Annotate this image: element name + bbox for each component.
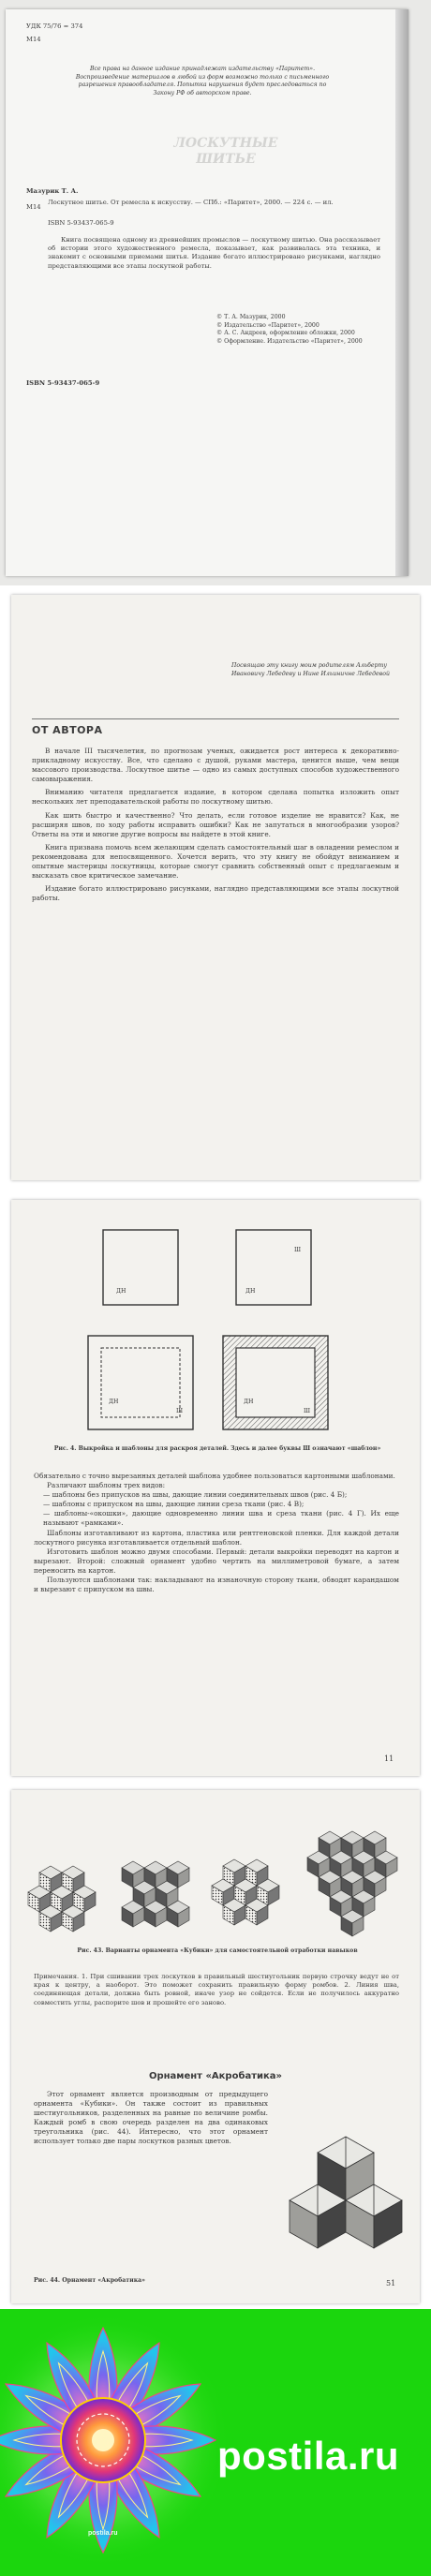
list-item: — шаблоны без припусков на швы, дающие линии соединительных швов (рис. 4 Б); <box>43 1490 348 1500</box>
copyright-block <box>216 314 394 346</box>
copyright-line: © А. С. Андреев, оформление обложки, 2000 <box>216 330 355 337</box>
cube-variant-2 <box>122 1861 189 1927</box>
panel-preface <box>0 585 431 1194</box>
paragraph: Книга призвана помочь всем желающим сделать самостоятельный шаг в овладении ремеслом и рекомендована для непосвященного. Хочется верить, что эту книгу не обойдут вниманием и опытные мастерицы лоскутницы, которые смогут сравнить собственный опыт с предлагаемым и высказать свое критическое замечание. <box>32 842 399 881</box>
section-heading: ОТ АВТОРА <box>32 724 103 736</box>
pattern-square-a <box>103 1230 178 1305</box>
label-sh: Ш <box>304 1408 311 1414</box>
paragraph: Пользуются шаблонами так: накладывают на изнаночную сторону ткани, обводят карандашом и вырезают с припуском на швы. <box>34 1576 399 1594</box>
ornaments-page <box>11 1790 420 2303</box>
paragraph: Как шить быстро и качественно? Что делать, если готовое изделие не нравится? Как, не расширяя швов, по ходу работы исправить ошибки? Как не запутаться в многообразии узоров? Ответы на эти и многие другие вопросы вы найдете в этой книге. <box>32 810 399 838</box>
section-text: Этот орнамент является производным от предыдущего орнамента «Кубики». Он также состоит из правильных шестиугольников, разделенных на равные по величине ромбы. Каждый ромб в свою очередь разделен на два одинаковых треугольника (рис. 44). Интересно, что этот орнамент использует только две пары лоскутков разных цветов. <box>34 2090 268 2146</box>
preface-body <box>32 747 399 903</box>
label-dn: ДН <box>245 1288 256 1295</box>
paragraph: Шаблоны изготавливают из картона, пластика или рентгеновской пленки. Для каждой детали лоскутного рисунка изготавливается отдельный шаблон. <box>34 1528 399 1547</box>
paragraph: Издание богато иллюстрировано рисунками, наглядно представляющими все этапы лоскутной работы. <box>32 884 399 903</box>
list-item: — шаблоны с припуском на швы, дающие линии среза ткани (рис. 4 В); <box>43 1500 305 1509</box>
bbk-code: М14 <box>26 36 41 43</box>
section-title: Орнамент «Акробатика» <box>148 2071 282 2081</box>
label-dn: ДН <box>116 1288 126 1295</box>
watermark-link[interactable]: postila.ru <box>217 2434 400 2478</box>
author-name: Мазурик Т. А. <box>26 187 79 195</box>
panel-imprint <box>0 0 431 585</box>
paragraph: Обязательно с точно вырезанных деталей шаблона удобнее пользоваться картонными шаблонами. <box>34 1472 395 1480</box>
paragraph: В начале III тысячелетия, по прогнозам ученых, ожидается рост интереса к декоративно-прикладному искусству. Все, что сделано с душой, руками мастера, ценится выше, чем вещи массового производства. Лоскутное шитье — одно из самых доступных способов художественного самовыражения. <box>32 747 399 784</box>
cube-variant-1 <box>28 1866 96 1932</box>
page-number: 11 <box>384 1754 394 1763</box>
cube-ornaments-figure <box>11 1790 420 1949</box>
paragraph: Изготовить шаблон можно двумя способами. Первый: детали выкройки переводят на картон и вырезают. Второй: сложный орнамент удобно чертить на миллиметровой бумаге, а затем переносить на картон. <box>34 1547 399 1575</box>
template-square-d <box>223 1336 328 1429</box>
dedication: Посвящаю эту книгу моим родителям Альберту Ивановичу Лебедеву и Нине Ильиничне Лебедевой <box>231 662 390 677</box>
templates-page <box>11 1200 420 1776</box>
panel-ornaments <box>0 1784 431 2309</box>
page-edge <box>395 9 409 576</box>
copyright-line: © Т. А. Мазурик, 2000 <box>216 314 286 320</box>
panel-templates <box>0 1194 431 1784</box>
isbn-line: ISBN 5-93437-065-9 <box>48 219 114 227</box>
annotation: Книга посвящена одному из древнейших промыслов — лоскутному шитью. Она рассказывает об истории этого художественного ремесла, показывает, как развивалась эта техника, и знакомит с основными приемами шитья. Издание богато иллюстрировано рисунками, наглядно представляющими все этапы лоскутной работы. <box>48 236 380 270</box>
cube-variant-3 <box>212 1859 279 1925</box>
label-dn: ДН <box>109 1399 119 1405</box>
copyright-line: © Оформление. Издательство «Паритет», 2000 <box>216 337 363 345</box>
templates-body <box>34 1472 399 1594</box>
list-item: — шаблоны-«окошки», дающие одновременно линии шва и среза ткани (рис. 4 Г). Их еще называют «рамками». <box>43 1509 399 1528</box>
page-number: 51 <box>386 2279 396 2287</box>
isbn-bottom: ISBN 5-93437-065-9 <box>26 379 100 387</box>
label-sh: Ш <box>176 1408 184 1414</box>
panel-mandala <box>0 2309 431 2576</box>
template-diagram <box>11 1200 420 1443</box>
acrobatics-figure <box>285 2127 407 2268</box>
figure-caption: Рис. 4. Выкройка и шаблоны для раскроя деталей. Здесь и далее буквы Ш означают «шаблон» <box>53 1445 381 1452</box>
rights-notice: Все права на данное издание принадлежат издательству «Паритет». Воспроизведение материалов в любой из форм возможно только с письменного разрешения правообладателя. Попытка нарушения будет преследоваться по Закону РФ об авторском праве. <box>75 66 330 96</box>
bbk-left: М14 <box>26 203 41 211</box>
watermark-small: postila.ru <box>88 2530 118 2537</box>
paragraph: Различают шаблоны трех видов: <box>47 1481 166 1490</box>
udk-code: УДК 75/76 = 374 <box>26 22 83 30</box>
figure-caption-2: Рис. 44. Орнамент «Акробатика» <box>34 2277 146 2284</box>
ghost-title: ЛОСКУТНЫЕ ШИТЬЕ <box>173 136 278 167</box>
figure-caption: Рис. 43. Варианты орнамента «Кубики» для самостоятельной отработки навыков <box>77 1947 358 1954</box>
heading-rule <box>32 718 399 719</box>
notes: Примечания. 1. При сшивании трех лоскутков в правильный шестиугольник первую строчку ведут не от края к центру, а наоборот. Это поможет сохранить правильную форму ромбов. 2. Линия шва, соединяющая детали, должна быть ровной, иначе узор не сойдется. Если не получилось аккуратно совместить углы, распорите шов и прошейте его заново. <box>34 1973 399 2006</box>
cube-variant-4 <box>307 1831 397 1936</box>
imprint-page <box>6 9 409 576</box>
paragraph: Вниманию читателя предлагается издание, в котором сделана попытка изложить опыт нескольких лет преподавательской работы по лоскутному шитью. <box>32 788 399 807</box>
copyright-line: © Издательство «Паритет», 2000 <box>216 321 320 329</box>
label-dn: ДН <box>244 1399 254 1405</box>
preface-page <box>11 595 420 1180</box>
label-sh: Ш <box>294 1247 302 1253</box>
book-description: Лоскутное шитье. От ремесла к искусству. — СПб.: «Паритет», 2000. — 224 с. — ил. <box>48 199 334 206</box>
